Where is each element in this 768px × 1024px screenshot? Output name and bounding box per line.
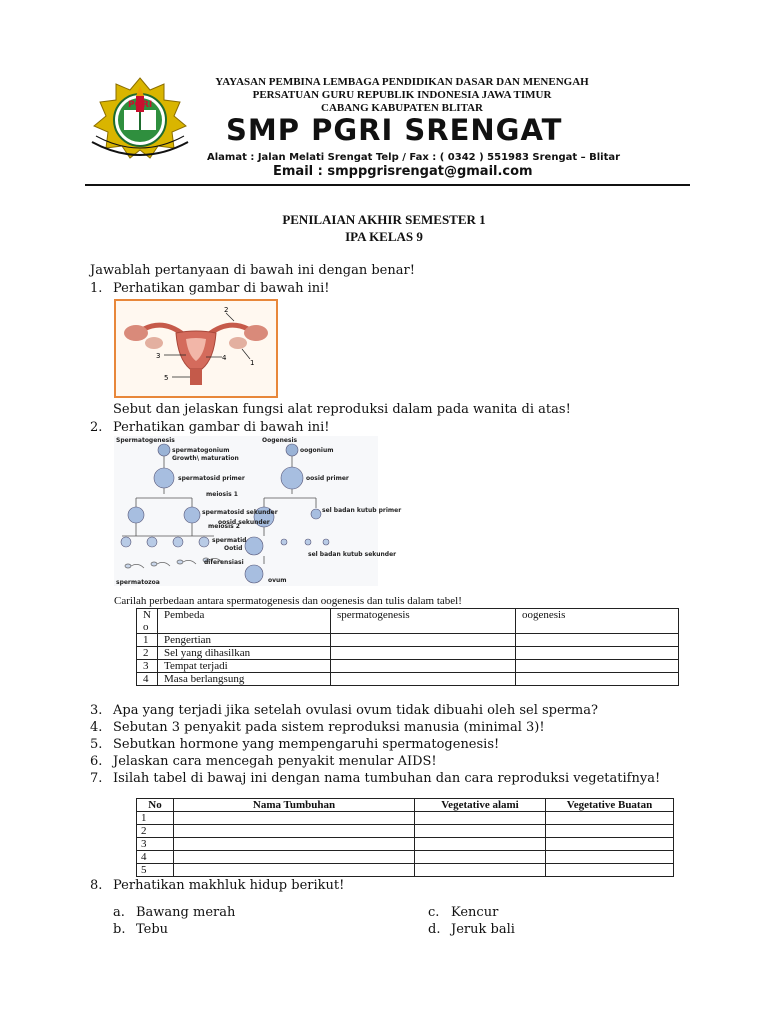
table-cell-no: 2 <box>137 647 158 660</box>
table-cell-answer[interactable] <box>546 812 674 825</box>
question-7-text: Isilah tabel di bawaj ini dengan nama tumbuhan dan cara reproduksi vegetatifnya! <box>113 771 661 786</box>
table-cell-pembeda: Sel yang dihasilkan <box>158 647 331 660</box>
diagram-label-diferensiasi: diferensiasi <box>204 559 244 566</box>
table-cell-answer[interactable] <box>331 634 516 647</box>
school-address <box>207 152 620 163</box>
table-cell-no: 4 <box>137 851 174 864</box>
option-text: Tebu <box>136 922 169 937</box>
instructions: Jawablah pertanyaan di bawah ini dengan benar! <box>90 263 415 278</box>
option-b <box>113 921 168 938</box>
question-7-number: 7. <box>90 771 103 786</box>
diagram-label-spermatosid-primer: spermatosid primer <box>178 475 245 482</box>
table-cell-pembeda: Pengertian <box>158 634 331 647</box>
table-cell-answer[interactable] <box>516 647 679 660</box>
figure-label-4: 4 <box>222 354 227 362</box>
diagram-label-spermatozoa: spermatozoa <box>116 579 160 586</box>
table-row <box>137 864 674 877</box>
question-2-number: 2. <box>90 420 103 435</box>
question-5-text: Sebutkan hormone yang mempengaruhi spermatogenesis! <box>113 737 500 752</box>
plant-table <box>136 798 674 877</box>
table-header-no: N o <box>137 609 158 634</box>
table-row <box>137 634 679 647</box>
school-name: SMP PGRI SRENGAT <box>226 113 563 147</box>
table-header-row <box>137 799 674 812</box>
reproductive-organ-figure <box>114 299 278 398</box>
table-row <box>137 851 674 864</box>
table-cell-no: 1 <box>137 634 158 647</box>
diagram-label-sel-badan-kutub-primer: sel badan kutub primer <box>322 507 402 514</box>
question-3-text: Apa yang terjadi jika setelah ovulasi ovum tidak dibuahi oleh sel sperma? <box>113 703 598 718</box>
diagram-label-spermatid: spermatid <box>212 537 247 544</box>
table-cell-no: 3 <box>137 660 158 673</box>
exam-subtitle: IPA KELAS 9 <box>345 229 423 244</box>
question-2-instruction: Carilah perbedaan antara spermatogenesis dan oogenesis dan tulis dalam tabel! <box>114 595 462 607</box>
header-branch-line: CABANG KABUPATEN BLITAR <box>321 102 483 114</box>
table-cell-answer[interactable] <box>331 673 516 686</box>
diagram-label-oosid-sekunder: oosid sekunder <box>218 519 270 526</box>
table-header-spermatogenesis: spermatogenesis <box>331 609 516 634</box>
question-1-text: Perhatikan gambar di bawah ini! <box>113 281 330 296</box>
school-email: Email : smppgrisrengat@gmail.com <box>273 164 533 179</box>
table-cell-answer[interactable] <box>516 673 679 686</box>
table-cell-no: 2 <box>137 825 174 838</box>
table-row <box>137 825 674 838</box>
table-cell-answer[interactable] <box>415 838 546 851</box>
question-6-number: 6. <box>90 754 103 769</box>
svg-text:PGRI: PGRI <box>128 100 153 110</box>
table-header-vegetative-buatan: Vegetative Buatan <box>546 799 674 812</box>
address-text: Jalan Melati Srengat Telp / Fax : ( 0342 ) 551983 Srengat – Blitar <box>257 152 621 163</box>
table-header-row <box>137 609 679 634</box>
figure-label-5: 5 <box>164 374 169 382</box>
table-header-pembeda: Pembeda <box>158 609 331 634</box>
diagram-label-spermatosid-sekunder: spermatosid sekunder <box>202 509 278 516</box>
diagram-label-meiosis2: meiosis 2 <box>208 523 240 530</box>
table-cell-answer[interactable] <box>331 660 516 673</box>
option-c <box>428 904 498 921</box>
table-cell-no: 3 <box>137 838 174 851</box>
diagram-label-growth: Growth\ maturation <box>172 455 239 462</box>
option-letter: d. <box>428 922 441 937</box>
option-d <box>428 921 515 938</box>
table-cell-answer[interactable] <box>415 825 546 838</box>
table-cell-answer[interactable] <box>546 825 674 838</box>
table-cell-answer[interactable] <box>174 864 415 877</box>
question-4-number: 4. <box>90 720 103 735</box>
diagram-label-ootid: Ootid <box>224 545 243 552</box>
table-header-oogenesis: oogenesis <box>516 609 679 634</box>
table-cell-answer[interactable] <box>546 851 674 864</box>
table-cell-no: 5 <box>137 864 174 877</box>
table-cell-answer[interactable] <box>174 838 415 851</box>
table-cell-answer[interactable] <box>174 825 415 838</box>
header-foundation-line1: YAYASAN PEMBINA LEMBAGA PENDIDIKAN DASAR DAN MENENGAH <box>215 76 589 88</box>
table-cell-answer[interactable] <box>415 851 546 864</box>
table-row <box>137 838 674 851</box>
table-row <box>137 660 679 673</box>
table-cell-no: 4 <box>137 673 158 686</box>
table-cell-pembeda: Masa berlangsung <box>158 673 331 686</box>
table-cell-answer[interactable] <box>516 634 679 647</box>
table-cell-answer[interactable] <box>415 812 546 825</box>
table-cell-pembeda: Tempat terjadi <box>158 660 331 673</box>
option-letter: a. <box>113 905 125 920</box>
table-cell-answer[interactable] <box>174 851 415 864</box>
option-text: Bawang merah <box>136 905 236 920</box>
option-text: Kencur <box>451 905 499 920</box>
table-cell-answer[interactable] <box>331 647 516 660</box>
table-cell-answer[interactable] <box>415 864 546 877</box>
diagram-label-oogonium: oogonium <box>300 447 334 454</box>
question-1-number: 1. <box>90 281 103 296</box>
question-2-text: Perhatikan gambar di bawah ini! <box>113 420 330 435</box>
question-6-text: Jelaskan cara mencegah penyakit menular AIDS! <box>113 754 437 769</box>
question-4-text: Sebutan 3 penyakit pada sistem reproduksi manusia (minimal 3)! <box>113 720 545 735</box>
table-cell-answer[interactable] <box>516 660 679 673</box>
option-a <box>113 904 235 921</box>
diagram-label-spermatogenesis: Spermatogenesis <box>116 437 175 444</box>
comparison-table <box>136 608 679 686</box>
table-row <box>137 647 679 660</box>
figure-label-1: 1 <box>250 359 255 367</box>
table-cell-no: 1 <box>137 812 174 825</box>
figure-label-2: 2 <box>224 306 229 314</box>
table-row <box>137 673 679 686</box>
option-letter: b. <box>113 922 126 937</box>
gametogenesis-diagram <box>114 436 402 586</box>
header-divider <box>85 184 690 186</box>
question-5-number: 5. <box>90 737 103 752</box>
table-header-nama-tumbuhan: Nama Tumbuhan <box>174 799 415 812</box>
diagram-label-meiosis1: meiosis 1 <box>206 491 238 498</box>
table-header-vegetative-alami: Vegetative alami <box>415 799 546 812</box>
option-text: Jeruk bali <box>451 922 515 937</box>
table-row <box>137 812 674 825</box>
table-cell-answer[interactable] <box>174 812 415 825</box>
diagram-label-sel-badan-kutub-sekunder: sel badan kutub sekunder <box>308 551 397 558</box>
question-3-number: 3. <box>90 703 103 718</box>
question-8-number: 8. <box>90 878 103 893</box>
table-header-no: No <box>137 799 174 812</box>
diagram-label-oogenesis: Oogenesis <box>262 437 298 444</box>
question-1-followup: Sebut dan jelaskan fungsi alat reproduksi dalam pada wanita di atas! <box>113 402 571 417</box>
table-cell-answer[interactable] <box>546 864 674 877</box>
option-letter: c. <box>428 905 440 920</box>
figure-label-3: 3 <box>156 352 161 360</box>
diagram-label-oosid-primer: oosid primer <box>306 475 349 482</box>
diagram-label-ovum: ovum <box>268 577 287 584</box>
address-label: Alamat : <box>207 152 255 163</box>
table-cell-answer[interactable] <box>546 838 674 851</box>
header-foundation-line2: PERSATUAN GURU REPUBLIK INDONESIA JAWA TIMUR <box>252 89 552 101</box>
exam-title: PENILAIAN AKHIR SEMESTER 1 <box>282 212 486 227</box>
question-8-text: Perhatikan makhluk hidup berikut! <box>113 878 345 893</box>
diagram-label-spermatogonium: spermatogonium <box>172 447 230 454</box>
